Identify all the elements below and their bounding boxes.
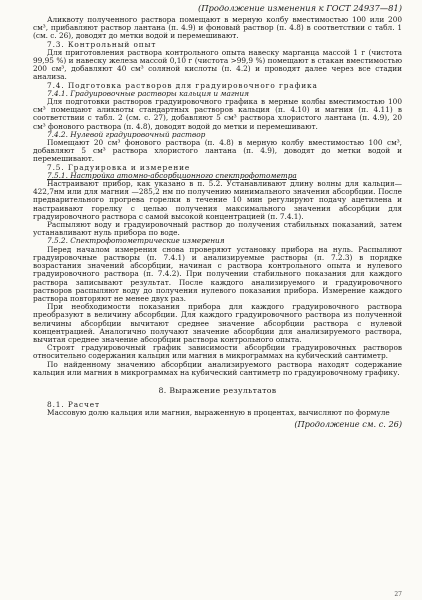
paragraph: Аликвоту полученного раствора помещают в мерную колбу вместимостью 100 или 200 см³, прибавляют раствор лантана (п. 4.9) и фоновый раствор (п. 4.8) в соответствии с табл. 1 (см. с. 26), доводят до метки водой и перемешивают. [33, 15, 402, 41]
paragraph: Настраивают прибор, как указано в п. 5.2. Устанавливают длину волны для кальция—422,7нм или для магния —285,2 нм по получению минимального значения абсорбции. После предварительного прогрева горелки в течение 10 мин регулируют подачу ацетилена и настраивают горелку с целью получения максимального значения абсорбции для градуировочного раствора с самой высокой концентрацией (п. 7.4.1). [33, 179, 402, 221]
document-body [33, 16, 402, 418]
paragraph: По найденному значению абсорбции анализируемого раствора находят содержание кальция или магния в микрограммах на кубический сантиметр по градуировочному графику. [33, 359, 402, 377]
section-heading: 7.5.1. Настройка атомно-абсорбционного спектрофотометра [47, 170, 297, 180]
page-number: 27 [394, 591, 402, 598]
section-heading: 8.1. Расчет [47, 400, 100, 410]
page-header: (Продолжение изменения к ГОСТ 24937—81) [197, 3, 402, 13]
paragraph: Распыляют воду и градуировочный раствор до получения стабильных показаний, затем устанавливают нуль прибора по воде. [33, 220, 402, 238]
paragraph: Перед началом измерения снова проверяют установку прибора на нуль. Распыляют градуировочные растворы (п. 7.4.1) и анализируемые растворы (п. 7.2.3) в порядке возрастания значений абсорбции, начиная с раствора контрольного опыта и нулевого градуировочного раствора (п. 7.4.2). При получении стабильного показания для каждого раствора записывают результат. После каждого анализируемого и градуировочного растворов распыляют воду до получения нулевого показания прибора. Измерение каждого раствора повторяют не менее двух раз. [33, 244, 402, 303]
paragraph: Для подготовки растворов градуировочного графика в мерные колбы вместимостью 100 см³ помещают аликвоты стандартных растворов кальция (п. 4.10) и магния (п. 4.11) в соответствии с табл. 2 (см. с. 27), добавляют 5 см³ раствора хлористого лантана (п. 4.9), 20 см³ фонового раствора (п. 4.8), доводят водой до метки и перемешивают. [33, 97, 402, 131]
paragraph: Для приготовления раствора контрольного опыта навеску марганца массой 1 г (чистота 99,95 %) и навеску железа массой 0,10 г (чистота >99,9 %) помещают в стакан вместимостью 200 см³, добавляют 40 см³ соляной кислоты (п. 4.2) и проводят далее через все стадии анализа. [33, 47, 402, 82]
section-heading: 7.4.1. Градуировочные растворы кальция и магния [47, 88, 249, 98]
paragraph: При необходимости показания прибора для каждого градуировочного раствора преобразуют в величину абсорбции. Для каждого градуировочного раствора из полученной величины абсорбции вычитают среднее значение абсорбции раствора с нулевой концентрацией. Аналогично получают значение абсорбции для анализируемого раствора, вычитая среднее значение абсорбции раствора контрольного опыта. [33, 302, 402, 344]
continuation-note: (Продолжение см. с. 26) [294, 418, 402, 429]
section-heading: 7.5. Градуировка и измерение [47, 162, 191, 172]
section-heading: 7.5.2. Спектрофотометрические измерения [47, 236, 225, 246]
paragraph: Помещают 20 см³ фонового раствора (п. 4.8) в мерную колбу вместимостью 100 см³, добавляют 5 см³ раствора хлористого лантана (п. 4.9), доводят до метки водой и перемешивают. [33, 138, 402, 164]
paragraph: Строят градуировочный график зависимости абсорбции градуировочных растворов относительно содержания кальция или магния в микрограммах на кубический сантиметр. [33, 343, 402, 361]
chapter-heading: 8. Выражение результатов [158, 385, 277, 395]
section-heading: 7.4. Подготовка растворов для градуировочного графика [47, 80, 318, 90]
section-heading: 7.4.2. Нулевой градуировочный раствор [47, 129, 206, 139]
section-heading: 7.3. Контрольный опыт [47, 39, 157, 49]
paragraph: Массовую долю кальция или магния, выраженную в процентах, вычисляют по формуле [47, 408, 390, 418]
